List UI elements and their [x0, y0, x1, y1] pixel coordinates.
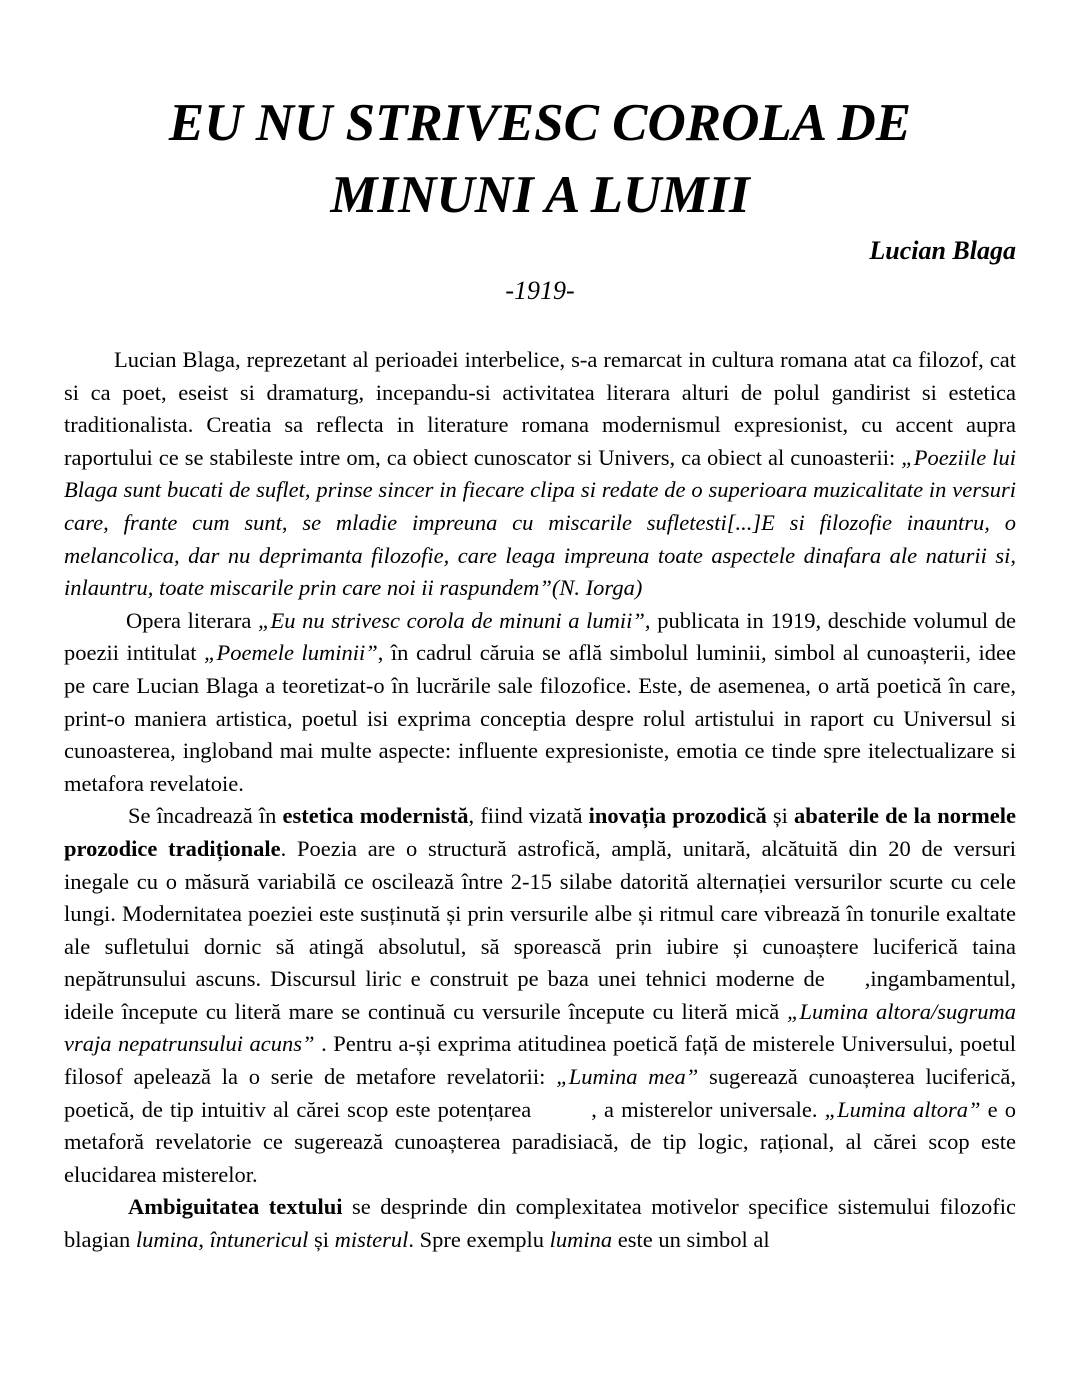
verse-quote: „Lumina altora/sugruma vraja nepatrunsului acuns” [64, 998, 1016, 1057]
paragraph-text: . Spre exemplu [408, 1227, 550, 1253]
publication-year: -1919- [505, 276, 575, 305]
paragraph-text: , publicata in 1919, deschide volumul de poezii intitulat [64, 607, 1016, 666]
motif-term: lumina [549, 1227, 613, 1253]
paragraph-text: și [308, 1227, 335, 1253]
paragraph-text: , în cadrul căruia se află simbolul luminii, simbol al cunoașterii, idee pe care Lucian Blaga a teoretizat-o în lucrările sale filozofice. Este, de asemenea, o artă poetică în care, print-o maniera artistica, poetul isi exprima conceptia despre rolul artistului in raport cu Universul si cunoasterea, ingloband mai multe aspecte: influente expresioniste, emotia ce tinde spre itelectualizare si metafora revelatoie. [64, 640, 1016, 796]
bold-term: Ambiguitatea textului [128, 1194, 343, 1220]
paragraph-text: e o metaforă revelatorie ce sugerează cunoașterea paradisiacă, de tip logic, rațional, al cărei scop este elucidarea misterelor. [64, 1096, 1016, 1187]
motif-term: întunericul [209, 1227, 309, 1253]
paragraph-modernism [64, 800, 1016, 1191]
paragraph-text: și [766, 803, 795, 829]
iorga-quote: „Poeziile lui Blaga sunt bucati de suflet, prinse sincer in fiecare clipa si redate de o superioara muzicalitate in versuri care, frante cum sunt, se mladie impreuna cu miscarile sufletesti[...]E si filozofie inauntru, o melancolica, dar nu deprimanta filozofie, care leaga impreuna toate aspectele dinafara ale naturii si, inlauntru, toate miscarile prin care noi ii raspundem”(N. Iorga) [64, 444, 1016, 601]
metaphor-quote: „Lumina mea” [556, 1064, 699, 1090]
paragraph-text: . Pentru a-și exprima atitudinea poetică față de misterele Universului, poetul filosof apelează la o serie de metafore revelatorii: [64, 1031, 1016, 1090]
motif-term: lumina [135, 1227, 199, 1253]
paragraph-text: , a misterelor universale. [591, 1096, 825, 1122]
bold-term: abaterile de la normele prozodice tradiționale [64, 803, 1016, 861]
volume-title: „Poemele luminii” [204, 640, 378, 666]
paragraph-text: Se încadrează în [128, 803, 283, 829]
paragraph-text: , fiind vizată [468, 803, 589, 829]
paragraph-intro [64, 344, 1016, 605]
paragraph-text: ,ingambamentul, ideile începute cu literă mare se continuă cu versurile începute cu literă mică [64, 966, 1016, 1024]
paragraph-text: . Poezia are o structură astrofică, amplă, unitară, alcătuită din 20 de versuri inegale cu o măsură variabilă ce oscilează între 2-15 silabe datorită alternației versurilor scurte cu cele lungi. Modernitatea poeziei este susținută și prin versurile albe și ritmul care vibrează în tonurile exaltate ale sufletului dornic să atingă absolutul, să sporească prin iubire și cunoaștere luciferică taina nepătrunsului ascuns. Discursul liric e construit pe baza unei tehnici moderne de [64, 835, 1016, 992]
bold-term: inovația prozodică [588, 803, 767, 829]
poem-title: „Eu nu strivesc corola de minuni a lumii” [257, 607, 645, 633]
metaphor-quote: „Lumina altora” [824, 1096, 981, 1122]
paragraph-text: Lucian Blaga, reprezetant al perioadei interbelice, s-a remarcat in cultura romana atat ca filozof, cat si ca poet, eseist si dramaturg, incepandu-si activitatea literara alturi de polul gandirist si estetica traditionalista. Creatia sa reflecta in literature romana modernismul expresionist, cu accent aupra raportului ce se stabileste intre om, ca obiect cunoscator si Univers, ca obiect al cunoasterii: [64, 347, 1016, 470]
paragraph-opera [64, 605, 1016, 801]
bold-term: estetica modernistă [282, 803, 469, 829]
title-line-1: EU NU STRIVESC COROLA DE [168, 94, 912, 152]
paragraph-text: sugerează cunoașterea luciferică, poetică, de tip intuitiv al cărei scop este potențarea [64, 1064, 1017, 1122]
paragraph-text: Opera literara [126, 607, 258, 633]
paragraph-text: este un simbol al [612, 1227, 770, 1253]
paragraph-text: , [198, 1227, 210, 1253]
motif-term: misterul [334, 1227, 409, 1253]
title-line-2: MINUNI A LUMII [330, 166, 750, 224]
author-name: Lucian Blaga [869, 236, 1016, 265]
paragraph-text: se desprinde din complexitatea motivelor specifice sistemului filozofic blagian [64, 1194, 1016, 1253]
paragraph-ambiguity [64, 1191, 1016, 1256]
document-body [64, 344, 1016, 1257]
